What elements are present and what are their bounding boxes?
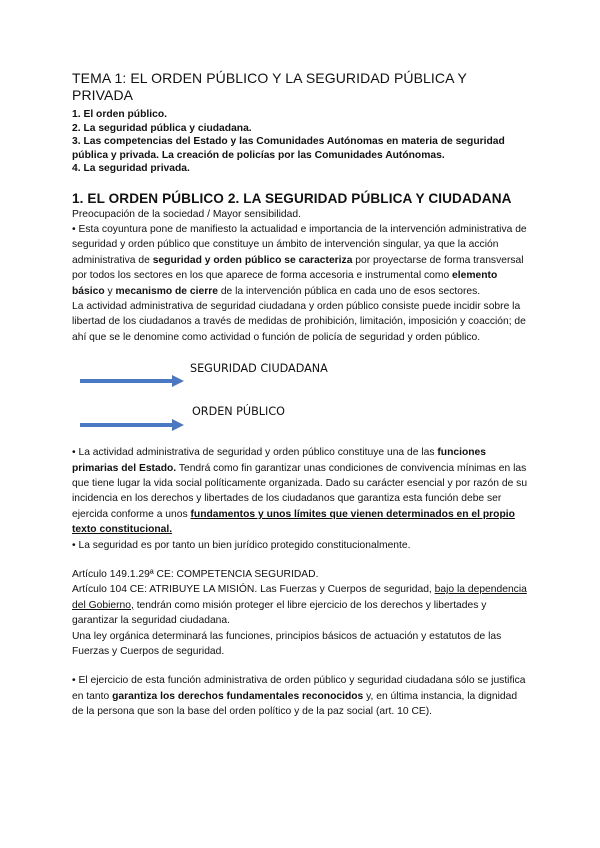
text-run: tendrán como misión proteger el libre ejercicio de los derechos y libertades y garantizar la seguridad ciudadana.	[72, 599, 487, 627]
text-run: • La actividad administrativa de seguridad y orden público constituye una de las	[72, 447, 438, 459]
paragraph-ejercicio	[72, 673, 530, 719]
text-run: Tendrá como fin garantizar unas condiciones de convivencia mínimas en las que tiene lugar la vida social políticamente organizada. Dado su carácter esencial y por razón de su incidencia en los derechos y libertades de los ciudadanos que garantiza esta función debe ser ejercida conforme a unos	[72, 462, 528, 520]
text-run: • Esta coyuntura pone de manifiesto la actualidad e importancia de la intervención administrativa de seguridad y orden público que constituye un ámbito de intervención singular, ya que la acción administrativa de	[72, 223, 527, 266]
right-arrow-icon	[80, 377, 184, 385]
text-run: por proyectarse de forma transversal por todos los sectores en los que aparece de forma accesoria e instrumental como	[72, 254, 524, 282]
bold-text: seguridad y orden público se caracteriza	[152, 254, 353, 266]
toc-item: 4. La seguridad privada.	[72, 163, 190, 174]
paragraph-coyuntura	[72, 222, 530, 299]
arrow-diagram	[72, 353, 530, 437]
document-page	[72, 70, 530, 720]
bold-text: garantiza los derechos fundamentales reconocidos	[112, 690, 364, 702]
text-run: y, en última instancia, la dignidad de la persona que son la base del orden político y de la paz social (art. 10 CE).	[72, 690, 518, 718]
paragraph-ley-organica: Una ley orgánica determinará las funciones, principios básicos de actuación y estatutos de las Fuerzas y Cuerpos de seguridad.	[72, 630, 502, 658]
paragraph-funciones	[72, 445, 530, 537]
bold-underlined-text: fundamentos y unos límites que vienen determinados en el propio texto constitucional.	[72, 508, 515, 536]
bold-text: mecanismo de cierre	[115, 285, 218, 297]
bold-text: funciones primarias del Estado.	[72, 447, 486, 474]
document-title: TEMA 1: EL ORDEN PÚBLICO Y LA SEGURIDAD PÚBLICA Y PRIVADA	[72, 70, 467, 103]
right-arrow-icon	[80, 421, 184, 429]
table-of-contents	[72, 108, 530, 176]
paragraph-articulo-104	[72, 582, 530, 628]
text-run: • El ejercicio de esta función administrativa de orden público y seguridad ciudadana sólo se justifica en tanto	[72, 675, 526, 702]
paragraph-actividad: La actividad administrativa de seguridad ciudadana y orden público consiste puede incidir sobre la libertad de los ciudadanos a través de medidas de prohibición, limitación, imposición y coacción; de ahí que se le denomine como actividad o función de policía de seguridad y orden público.	[72, 300, 526, 343]
toc-item: 3. Las competencias del Estado y las Comunidades Autónomas en materia de seguridad pública y privada. La creación de policías por las Comunidades Autónomas.	[72, 136, 505, 161]
text-run: Artículo 104 CE: ATRIBUYE LA MISIÓN. Las Fuerzas y Cuerpos de seguridad,	[72, 584, 435, 596]
text-run: de la intervención pública en cada uno de esos sectores.	[217, 285, 481, 297]
toc-item: 1. El orden público.	[72, 109, 167, 120]
arrow-label-seguridad: SEGURIDAD CIUDADANA	[190, 362, 328, 376]
toc-item: 2. La seguridad pública y ciudadana.	[72, 122, 252, 134]
arrow-label-orden: ORDEN PÚBLICO	[192, 405, 285, 419]
spacer	[72, 659, 530, 673]
paragraph-intro: Preocupación de la sociedad / Mayor sensibilidad.	[72, 208, 301, 220]
underlined-text: bajo la dependencia del Gobierno,	[72, 584, 527, 611]
paragraph-bien-juridico: • La seguridad es por tanto un bien jurídico protegido constitucionalmente.	[72, 539, 411, 551]
text-run: y	[104, 285, 116, 297]
section-heading: 1. EL ORDEN PÚBLICO 2. LA SEGURIDAD PÚBLICA Y CIUDADANA	[72, 190, 512, 206]
paragraph-articulo-149: Artículo 149.1.29ª CE: COMPETENCIA SEGURIDAD.	[72, 569, 319, 580]
bold-text: elemento básico	[72, 270, 498, 297]
spacer	[72, 553, 530, 567]
